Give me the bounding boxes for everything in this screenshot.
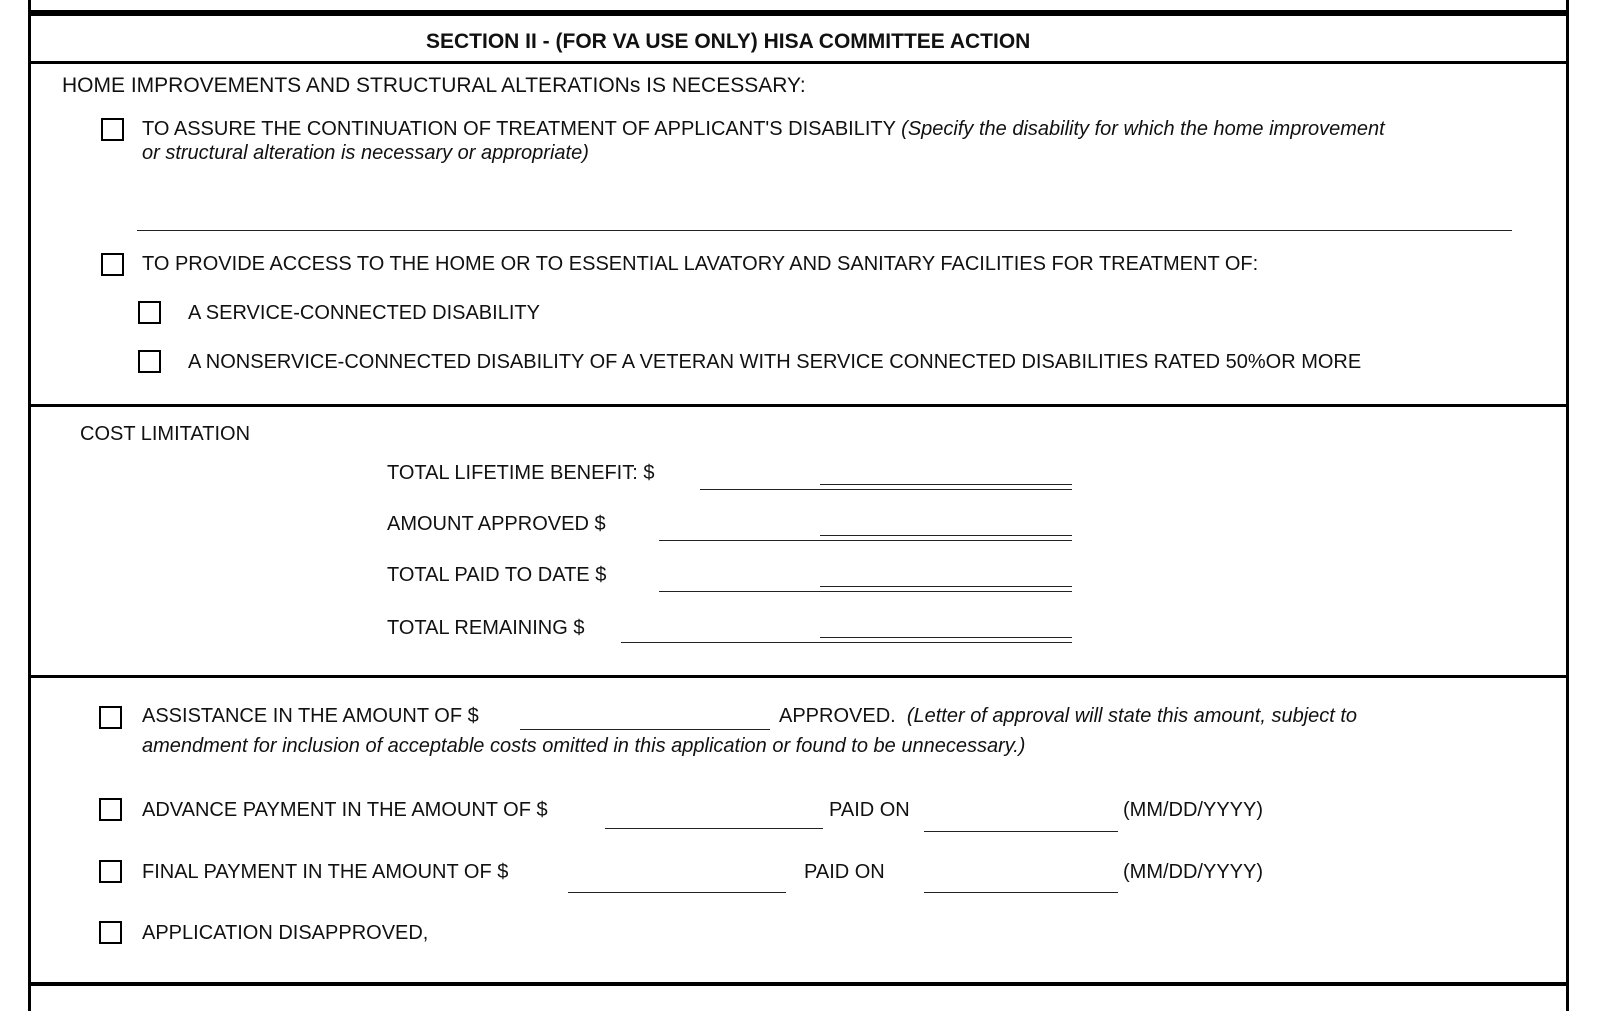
- disapproved-checkbox[interactable]: [99, 921, 122, 944]
- assistance-approved-text: [779, 705, 1357, 727]
- header-divider: [28, 61, 1569, 64]
- total-paid-label: TOTAL PAID TO DATE $: [387, 564, 607, 586]
- final-paid-on-label: PAID ON: [804, 861, 885, 883]
- amount-approved-field[interactable]: [659, 540, 1072, 541]
- disapproved-label: APPLICATION DISAPPROVED,: [142, 922, 429, 944]
- form-border-right: [1566, 0, 1569, 1011]
- section-header: SECTION II - (FOR VA USE ONLY) HISA COMMITTEE ACTION: [426, 30, 1031, 53]
- advance-date-format: (MM/DD/YYYY): [1123, 799, 1263, 821]
- section-divider-cost: [28, 404, 1569, 407]
- final-payment-label: FINAL PAYMENT IN THE AMOUNT OF $: [142, 861, 509, 883]
- top-border: [28, 10, 1569, 16]
- treatment-note-line2: or structural alteration is necessary or appropriate): [142, 142, 589, 164]
- advance-payment-checkbox[interactable]: [99, 798, 122, 821]
- final-payment-checkbox[interactable]: [99, 860, 122, 883]
- form-border-left: [28, 0, 31, 1011]
- amount-approved-inner-line: [820, 535, 1072, 536]
- nonservice-connected-checkbox[interactable]: [138, 350, 161, 373]
- final-date-field[interactable]: [924, 892, 1118, 893]
- assistance-checkbox[interactable]: [99, 706, 122, 729]
- total-paid-field[interactable]: [659, 591, 1072, 592]
- final-amount-field[interactable]: [568, 892, 786, 893]
- assistance-note-line1: (Letter of approval will state this amount, subject to: [906, 705, 1358, 727]
- advance-amount-field[interactable]: [605, 828, 823, 829]
- final-date-format: (MM/DD/YYYY): [1123, 861, 1263, 883]
- section-divider-actions: [28, 675, 1569, 678]
- treatment-note-line1: (Specify the disability for which the home improvement: [901, 118, 1385, 140]
- treatment-option-label: [142, 118, 1385, 140]
- lifetime-benefit-inner-line: [820, 484, 1072, 485]
- total-remaining-field[interactable]: [621, 642, 1072, 643]
- amount-approved-label: AMOUNT APPROVED $: [387, 513, 606, 535]
- assistance-label: ASSISTANCE IN THE AMOUNT OF $: [142, 705, 479, 727]
- access-option-label: TO PROVIDE ACCESS TO THE HOME OR TO ESSENTIAL LAVATORY AND SANITARY FACILITIES FOR TREATMENT OF:: [142, 253, 1259, 275]
- total-paid-inner-line: [820, 586, 1072, 587]
- bottom-border: [28, 982, 1569, 986]
- advance-payment-label: ADVANCE PAYMENT IN THE AMOUNT OF $: [142, 799, 548, 821]
- lifetime-benefit-label: TOTAL LIFETIME BENEFIT: $: [387, 462, 655, 484]
- advance-paid-on-label: PAID ON: [829, 799, 910, 821]
- assistance-approved-label: APPROVED.: [779, 705, 896, 727]
- total-remaining-inner-line: [820, 637, 1072, 638]
- total-remaining-label: TOTAL REMAINING $: [387, 617, 585, 639]
- assistance-amount-field[interactable]: [520, 729, 770, 730]
- lifetime-benefit-field[interactable]: [700, 489, 1072, 490]
- treatment-checkbox[interactable]: [101, 118, 124, 141]
- assistance-note-line2: amendment for inclusion of acceptable costs omitted in this application or found to be unnecessary.): [142, 735, 1026, 757]
- treatment-label-text: TO ASSURE THE CONTINUATION OF TREATMENT OF APPLICANT'S DISABILITY: [142, 118, 896, 140]
- necessity-heading: HOME IMPROVEMENTS AND STRUCTURAL ALTERATIONs IS NECESSARY:: [62, 74, 806, 97]
- service-connected-label: A SERVICE-CONNECTED DISABILITY: [188, 302, 540, 324]
- cost-limitation-heading: COST LIMITATION: [80, 423, 251, 445]
- nonservice-connected-label: A NONSERVICE-CONNECTED DISABILITY OF A VETERAN WITH SERVICE CONNECTED DISABILITIES RATED 50%OR MORE: [188, 351, 1362, 373]
- advance-date-field[interactable]: [924, 831, 1118, 832]
- service-connected-checkbox[interactable]: [138, 301, 161, 324]
- disability-specify-line[interactable]: [137, 230, 1512, 231]
- access-checkbox[interactable]: [101, 253, 124, 276]
